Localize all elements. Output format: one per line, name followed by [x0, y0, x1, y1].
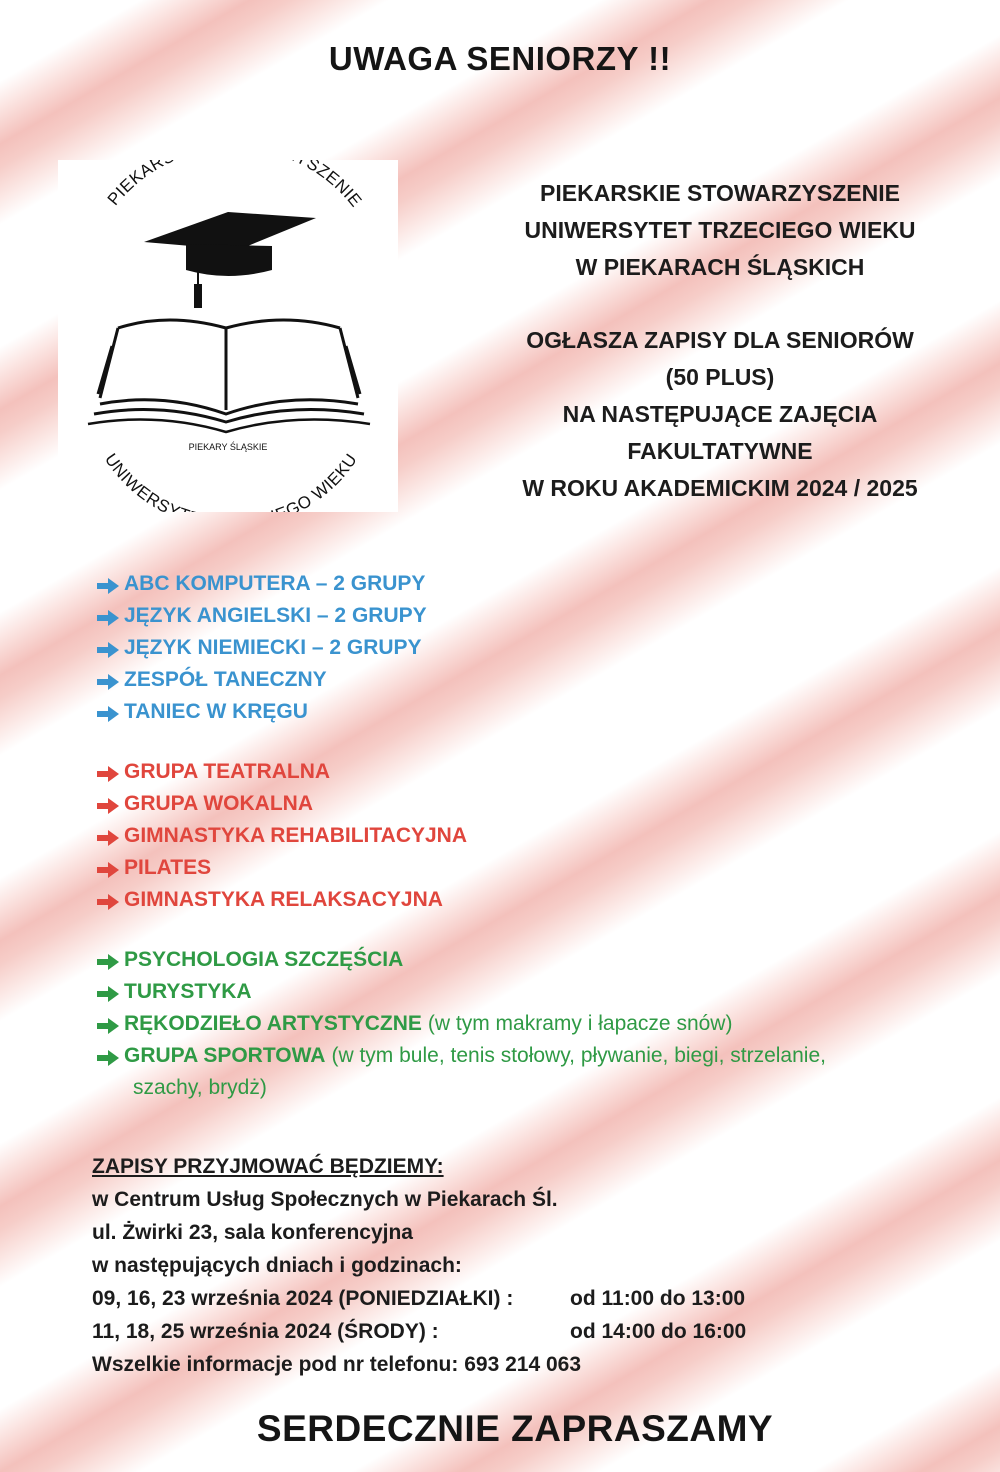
announcement-line: OGŁASZA ZAPISY DLA SENIORÓW — [526, 327, 914, 353]
closing-text: SERDECZNIE ZAPRASZAMY — [256, 1408, 774, 1449]
arrow-right-icon — [95, 950, 123, 970]
association-header — [470, 175, 970, 507]
signup-info — [92, 1150, 972, 1381]
activity-group-red — [95, 756, 965, 916]
activity-item: GRUPA SPORTOWA (w tym bule, tenis stołowy, pływanie, biegi, strzelanie, — [95, 1040, 965, 1072]
announcement-line: W ROKU AKADEMICKIM 2024 / 2025 — [522, 475, 918, 501]
arrow-right-icon — [95, 638, 123, 658]
arrow-right-icon — [95, 1014, 123, 1034]
activity-item: PSYCHOLOGIA SZCZĘŚCIA — [95, 944, 965, 976]
activity-item: TANIEC W KRĘGU — [95, 696, 965, 728]
header-line: PIEKARSKIE STOWARZYSZENIE — [540, 180, 900, 206]
signup-heading: ZAPISY PRZYJMOWAĆ BĘDZIEMY: — [92, 1155, 444, 1178]
arrow-right-icon — [95, 794, 123, 814]
header-line: UNIWERSYTET TRZECIEGO WIEKU — [524, 217, 916, 243]
arrow-right-icon — [95, 1046, 123, 1066]
association-logo — [58, 160, 398, 512]
arrow-right-icon — [95, 702, 123, 722]
activity-group-green — [95, 944, 965, 1104]
activities-list — [95, 568, 965, 1132]
signup-intro: w następujących dniach i godzinach: — [92, 1254, 462, 1277]
arrow-right-icon — [95, 762, 123, 782]
activity-group-blue — [95, 568, 965, 728]
activity-note-continuation: szachy, brydż) — [133, 1076, 267, 1099]
schedule-dates: 09, 16, 23 września 2024 (PONIEDZIAŁKI) : — [92, 1287, 514, 1310]
schedule-row — [92, 1282, 972, 1315]
contact-phone: Wszelkie informacje pod nr telefonu: 693 214 063 — [92, 1353, 581, 1376]
announcement-line: FAKULTATYWNE — [627, 438, 813, 464]
logo-arc-top-text: PIEKAR SZENIE — [103, 160, 366, 211]
schedule-row — [92, 1315, 972, 1348]
schedule-hours: od 11:00 do 13:00 — [570, 1287, 746, 1310]
arrow-right-icon — [95, 890, 123, 910]
activity-item: GRUPA WOKALNA — [95, 788, 965, 820]
arrow-right-icon — [95, 982, 123, 1002]
logo-center-text: PIEKARY ŚLĄSKIE — [188, 442, 268, 452]
activity-item: GRUPA TEATRALNA — [95, 756, 965, 788]
arrow-right-icon — [95, 606, 123, 626]
arrow-right-icon — [95, 858, 123, 878]
activity-note: (w tym bule, tenis stołowy, pływanie, biegi, strzelanie, — [331, 1044, 826, 1067]
activity-item: GIMNASTYKA REHABILITACYJNA — [95, 820, 965, 852]
activity-item: ZESPÓŁ TANECZNY — [95, 664, 965, 696]
schedule-dates: 11, 18, 25 września 2024 (ŚRODY) : — [92, 1320, 439, 1343]
announcement-line: NA NASTĘPUJĄCE ZAJĘCIA — [562, 401, 878, 427]
poster-title: UWAGA SENIORZY !! — [328, 40, 672, 77]
arrow-right-icon — [95, 826, 123, 846]
graduation-cap-icon — [144, 212, 316, 308]
activity-item: JĘZYK NIEMIECKI – 2 GRUPY — [95, 632, 965, 664]
arrow-right-icon — [95, 574, 123, 594]
activity-item: ABC KOMPUTERA – 2 GRUPY — [95, 568, 965, 600]
activity-item: TURYSTYKA — [95, 976, 965, 1008]
activity-item: GIMNASTYKA RELAKSACYJNA — [95, 884, 965, 916]
activity-note: (w tym makramy i łapacze snów) — [427, 1012, 733, 1035]
activity-item: PILATES — [95, 852, 965, 884]
header-line: W PIEKARACH ŚLĄSKICH — [575, 254, 865, 280]
activity-item: RĘKODZIEŁO ARTYSTYCZNE (w tym makramy i łapacze snów) — [95, 1008, 965, 1040]
signup-place: w Centrum Usług Społecznych w Piekarach Śl. — [92, 1188, 558, 1211]
logo-arc-bottom-text: UNIWERSY GO WIEKU — [100, 450, 362, 512]
open-book-icon — [88, 320, 370, 432]
schedule-hours: od 14:00 do 16:00 — [570, 1320, 747, 1343]
announcement-line: (50 PLUS) — [665, 364, 775, 390]
logo-graphic — [58, 160, 398, 512]
activity-item: JĘZYK ANGIELSKI – 2 GRUPY — [95, 600, 965, 632]
signup-address: ul. Żwirki 23, sala konferencyjna — [92, 1221, 413, 1244]
arrow-right-icon — [95, 670, 123, 690]
